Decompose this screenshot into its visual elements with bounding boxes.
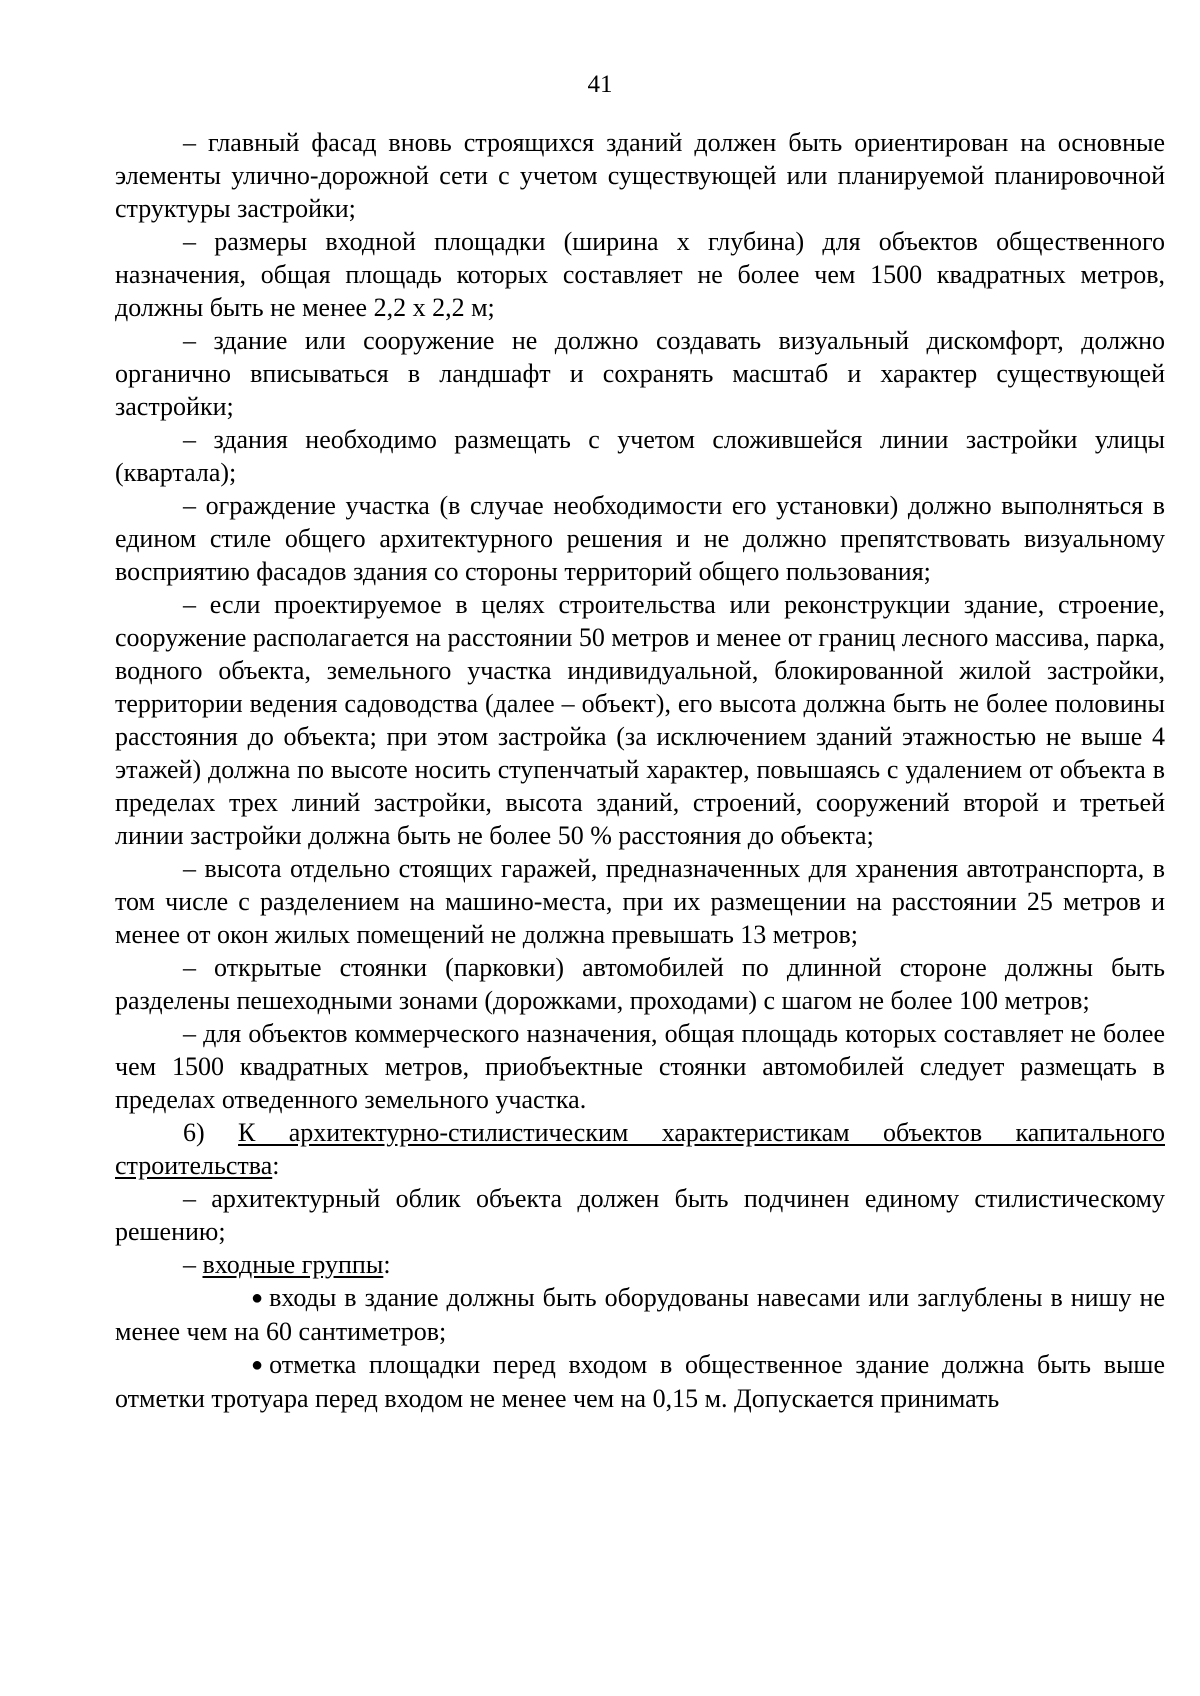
- paragraph-entrance-platform-size: – размеры входной площадки (ширина х глубина) для объектов общественного назначения, общая площадь которых составляет не более чем 1500 квадратных метров, должны быть не менее 2,2 х 2,2 м;: [115, 227, 1165, 322]
- paragraph-height-near-objects: – если проектируемое в целях строительства или реконструкции здание, строение, сооружение располагается на расстоянии 50 метров и менее от границ лесного массива, парка, водного объекта, земельного участка индивидуальной, блокированной жилой застройки, территории ведения садоводства (далее – объект), его высота должна быть не более половины расстояния до объекта; при этом застройка (за исключением зданий этажностью не выше 4 этажей) должна по высоте носить ступенчатый характер, повышаясь с удалением от объекта в пределах трех линий застройки, высота зданий, строений, сооружений второй и третьей линии застройки должна быть не более 50 % расстояния до объекта;: [115, 590, 1165, 850]
- paragraph-building-line: – здания необходимо размещать с учетом сложившейся линии застройки улицы (квартала);: [115, 425, 1165, 487]
- paragraph-fencing: – ограждение участка (в случае необходимости его установки) должно выполняться в едином стиле общего архитектурного решения и не должно препятствовать визуальному восприятию фасадов здания со стороны территорий общего пользования;: [115, 491, 1165, 586]
- bullet-icon: ●: [251, 1287, 264, 1309]
- subheading-dash: –: [183, 1250, 203, 1279]
- paragraph-architectural-appearance: – архитектурный облик объекта должен быть подчинен единому стилистическому решению;: [115, 1184, 1165, 1246]
- paragraph-garage-height: – высота отдельно стоящих гаражей, предназначенных для хранения автотранспорта, в том числе с разделением на машино-места, при их размещении на расстоянии 25 метров и менее от окон жилых помещений не должна превышать 13 метров;: [115, 854, 1165, 949]
- bullet-icon: ●: [251, 1354, 264, 1376]
- section-number: 6): [183, 1118, 239, 1147]
- section-heading-underlined: К архитектурно-стилистическим характеристикам объектов капитального строительства: [115, 1118, 1165, 1180]
- paragraph-commercial-parking: – для объектов коммерческого назначения, общая площадь которых составляет не более чем 1500 квадратных метров, приобъектные стоянки автомобилей следует размещать в пределах отведенного земельного участка.: [115, 1019, 1165, 1114]
- bullet-item-platform-level: [115, 1348, 1165, 1415]
- paragraph-open-parking: – открытые стоянки (парковки) автомобилей по длинной стороне должны быть разделены пешеходными зонами (дорожками, проходами) с шагом не более 100 метров;: [115, 953, 1165, 1015]
- paragraph-facade-orientation: – главный фасад вновь строящихся зданий должен быть ориентирован на основные элементы улично-дорожной сети с учетом существующей или планируемой планировочной структуры застройки;: [115, 128, 1165, 223]
- section-heading-architectural-characteristics: [115, 1116, 1165, 1182]
- page-number: 41: [587, 71, 613, 98]
- subheading-entrance-groups: [115, 1248, 1165, 1281]
- bullet-text: входы в здание должны быть оборудованы навесами или заглублены в нишу не менее чем на 60 сантиметров;: [115, 1283, 1165, 1346]
- document-body: [115, 126, 1165, 1415]
- bullet-text: отметка площадки перед входом в общественное здание должна быть выше отметки тротуара перед входом не менее чем на 0,15 м. Допускается принимать: [115, 1350, 1165, 1413]
- paragraph-visual-comfort: – здание или сооружение не должно создавать визуальный дискомфорт, должно органично вписываться в ландшафт и сохранять масштаб и характер существующей застройки;: [115, 326, 1165, 421]
- subheading-colon: :: [383, 1250, 391, 1279]
- subheading-underlined: входные группы: [202, 1250, 384, 1279]
- section-heading-colon: :: [272, 1151, 280, 1180]
- bullet-item-canopies: [115, 1281, 1165, 1348]
